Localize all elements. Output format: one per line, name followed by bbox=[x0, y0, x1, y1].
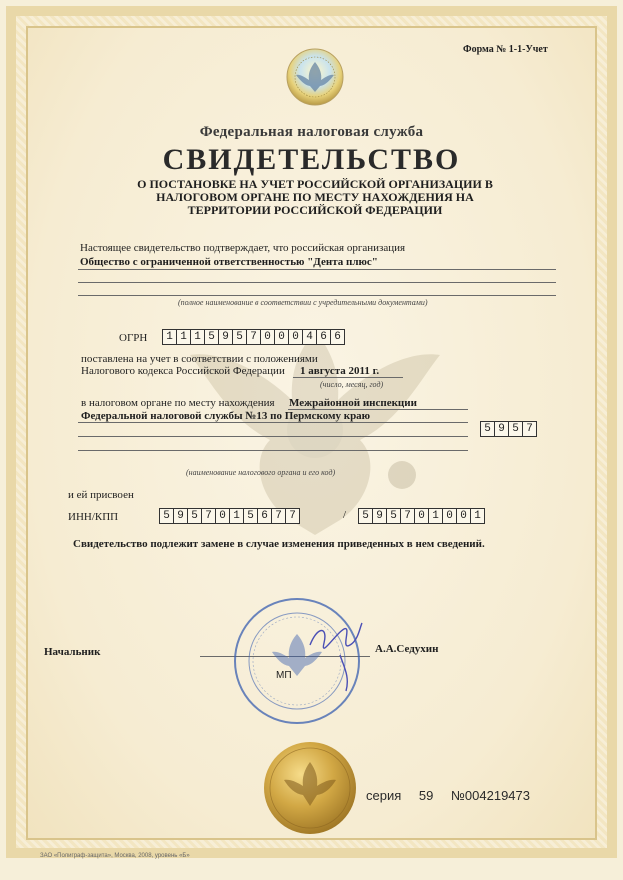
inn-cells bbox=[159, 508, 300, 524]
ogrn-digit: 9 bbox=[219, 330, 233, 344]
mp-label: МП bbox=[276, 670, 292, 681]
kpp-digit: 0 bbox=[415, 509, 429, 523]
registered-text-1: поставлена на учет в соответствии с положениями bbox=[81, 353, 318, 365]
form-number: Форма № 1-1-Учет bbox=[463, 44, 548, 55]
inn-digit: 1 bbox=[230, 509, 244, 523]
ogrn-digit: 0 bbox=[275, 330, 289, 344]
kpp-separator: / bbox=[343, 509, 347, 521]
tax-office-caption: (наименование налогового органа и его код) bbox=[186, 468, 336, 477]
tax-office-underline-4 bbox=[78, 450, 468, 451]
agency-name: Федеральная налоговая служба bbox=[199, 124, 424, 140]
document-subtitle: О ПОСТАНОВКЕ НА УЧЕТ РОССИЙСКОЙ ОРГАНИЗАЦИИ В НАЛОГОВОМ ОРГАНЕ ПО МЕСТУ НАХОЖДЕНИЯ НА ТЕРРИТОРИИ РОССИЙСКОЙ ФЕДЕРАЦИИ bbox=[137, 177, 493, 217]
inn-kpp-label: ИНН/КПП bbox=[68, 511, 119, 523]
replacement-note: Свидетельство подлежит замене в случае изменения приведенных в нем сведений. bbox=[73, 538, 485, 550]
tax-office-underline-3 bbox=[78, 436, 468, 437]
inn-digit: 7 bbox=[202, 509, 216, 523]
inn-digit: 7 bbox=[289, 510, 296, 522]
chief-name: А.А.Седухин bbox=[375, 643, 439, 655]
kpp-digit: 1 bbox=[474, 510, 481, 522]
tax-office-code-digit: 5 bbox=[509, 422, 523, 436]
series-block bbox=[366, 788, 530, 803]
document-title: СВИДЕТЕЛЬСТВО bbox=[162, 143, 461, 176]
assigned-label: и ей присвоен bbox=[68, 489, 134, 501]
tax-office-underline-2 bbox=[78, 422, 468, 423]
gold-seal-icon bbox=[262, 740, 358, 836]
kpp-digit: 0 bbox=[457, 509, 471, 523]
date-line bbox=[293, 377, 403, 378]
organization-caption: (полное наименование в соответствии с учредительными документами) bbox=[178, 298, 428, 307]
org-line-3 bbox=[78, 295, 556, 296]
series-label: серия bbox=[366, 788, 402, 803]
printer-footer: ЗАО «Полиграф-защита», Москва, 2008, уровень «Б» bbox=[40, 853, 190, 859]
kpp-digit: 0 bbox=[443, 509, 457, 523]
ogrn-digit: 5 bbox=[205, 330, 219, 344]
ogrn-digit: 0 bbox=[261, 330, 275, 344]
inn-digit: 5 bbox=[244, 509, 258, 523]
signature-icon bbox=[300, 615, 370, 695]
ogrn-digit: 4 bbox=[303, 330, 317, 344]
tax-office-line-1: Межрайонной инспекции bbox=[289, 397, 417, 409]
inn-digit: 9 bbox=[174, 509, 188, 523]
tax-office-line-2: Федеральной налоговой службы №13 по Пермскому краю bbox=[81, 410, 371, 422]
tax-office-code-cells bbox=[480, 421, 537, 437]
kpp-digit: 9 bbox=[373, 509, 387, 523]
tax-office-code-digit: 5 bbox=[481, 422, 495, 436]
organization-name: Общество с ограниченной ответственностью "Дента плюс" bbox=[80, 256, 378, 268]
ogrn-digit: 5 bbox=[233, 330, 247, 344]
ogrn-digit: 0 bbox=[289, 330, 303, 344]
kpp-digit: 7 bbox=[401, 509, 415, 523]
ogrn-digit: 1 bbox=[163, 330, 177, 344]
ogrn-digit: 1 bbox=[191, 330, 205, 344]
intro-text: Настоящее свидетельство подтверждает, что российская организация bbox=[80, 242, 406, 254]
certificate-number: №004219473 bbox=[450, 788, 530, 803]
tax-office-code-digit: 9 bbox=[495, 422, 509, 436]
kpp-digit: 1 bbox=[429, 509, 443, 523]
inn-digit: 6 bbox=[258, 509, 272, 523]
kpp-digit: 5 bbox=[359, 509, 373, 523]
org-line-1 bbox=[78, 269, 556, 270]
inn-digit: 5 bbox=[188, 509, 202, 523]
chief-label: Начальник bbox=[44, 646, 101, 658]
inn-digit: 7 bbox=[272, 509, 286, 523]
ogrn-digit: 6 bbox=[334, 331, 341, 343]
kpp-digit: 5 bbox=[387, 509, 401, 523]
date-caption: (число, месяц, год) bbox=[320, 380, 384, 389]
ogrn-digit: 7 bbox=[247, 330, 261, 344]
ogrn-digit: 6 bbox=[317, 330, 331, 344]
hologram-emblem-icon bbox=[286, 48, 344, 106]
ogrn-label: ОГРН bbox=[119, 332, 148, 344]
ogrn-digit: 1 bbox=[177, 330, 191, 344]
kpp-cells bbox=[358, 508, 485, 524]
inn-digit: 0 bbox=[216, 509, 230, 523]
tax-office-code-digit: 7 bbox=[526, 423, 533, 435]
tax-office-prefix: в налоговом органе по месту нахождения bbox=[81, 397, 275, 409]
org-line-2 bbox=[78, 282, 556, 283]
inn-digit: 5 bbox=[160, 509, 174, 523]
series-value: 59 bbox=[418, 788, 434, 803]
ogrn-cells bbox=[162, 329, 345, 345]
registered-text-2: Налогового кодекса Российской Федерации bbox=[81, 365, 285, 377]
registration-date: 1 августа 2011 г. bbox=[300, 365, 380, 377]
